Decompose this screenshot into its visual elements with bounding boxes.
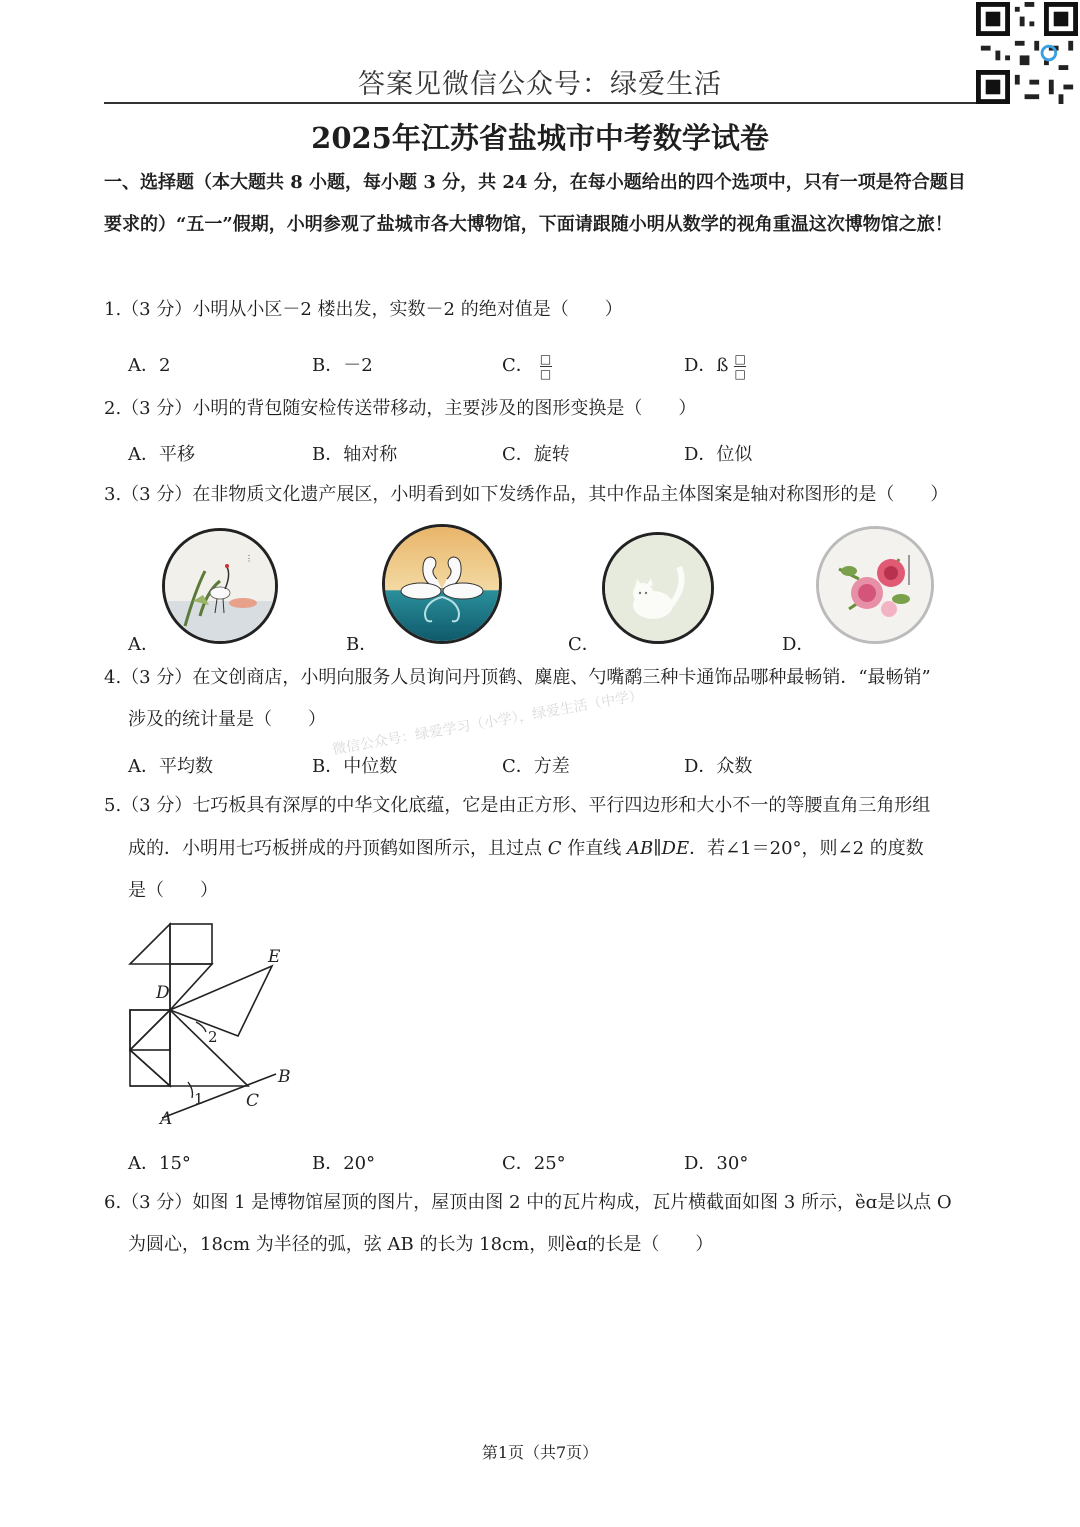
q4-option-c: C．方差	[502, 756, 570, 777]
q3-option-c: C．	[568, 634, 600, 655]
question-4-stem-line1: 4.（3 分）在文创商店，小明向服务人员询问丹顶鹤、麋鹿、勺嘴鹬三种卡通饰品哪种最畅销．“最畅销”	[104, 667, 931, 688]
section-heading: 一、选择题（本大题共 8 小题，每小题 3 分，共 24 分，在每小题给出的四个选项中，只有一项是符合题目要求的）“五一”假期，小明参观了盐城市各大博物馆，下面请跟随小明从数学的视角重温这次博物馆之旅！	[104, 172, 966, 235]
q1-option-d-fraction: □ □	[734, 351, 746, 381]
q5-option-d: D．30°	[684, 1153, 749, 1174]
header-divider	[104, 102, 976, 104]
page-title: 2025年江苏省盐城市中考数学试卷	[311, 121, 769, 155]
embroidery-swans-image	[382, 524, 502, 644]
question-1-stem: 1.（3 分）小明从小区－2 楼出发，实数－2 的绝对值是（ ）	[104, 299, 623, 320]
q1-option-b: B．－2	[312, 355, 373, 376]
q4-option-b: B．中位数	[312, 756, 398, 777]
cat-artwork	[605, 535, 711, 641]
q4-option-a: A．平均数	[128, 756, 213, 777]
watermark: 微信公众号：绿爱学习（小学），绿爱生活（中学）	[331, 687, 645, 759]
svg-text:⋮: ⋮	[245, 554, 253, 563]
label-c: C	[246, 1091, 260, 1111]
header-notice: 答案见微信公众号：绿爱生活	[358, 69, 722, 100]
question-5-stem-line1: 5.（3 分）七巧板具有深厚的中华文化底蕴，它是由正方形、平行四边形和大小不一的等腰直角三角形组	[104, 795, 931, 816]
crane-artwork	[165, 531, 275, 641]
label-e: E	[268, 947, 281, 967]
embroidery-peony-image	[816, 526, 934, 644]
q1-option-d	[684, 351, 746, 380]
q1-option-a: A．2	[128, 355, 171, 376]
question-4-stem-line2: 涉及的统计量是（ ）	[128, 709, 326, 730]
question-2-stem: 2.（3 分）小明的背包随安检传送带移动，主要涉及的图形变换是（ ）	[104, 398, 697, 419]
q2-option-c: C．旋转	[502, 444, 570, 465]
page-number: 第1页（共7页）	[481, 1443, 599, 1462]
q4-option-d: D．众数	[684, 756, 753, 777]
question-6-stem-line1: 6.（3 分）如图 1 是博物馆屋顶的图片，屋顶由图 2 中的瓦片构成，瓦片横截面如图 3 所示，ȅɑ是以点 O	[104, 1192, 952, 1213]
tangram-crane-figure	[124, 920, 300, 1130]
q1-option-c	[502, 351, 552, 380]
embroidery-cat-image	[602, 532, 714, 644]
peony-artwork	[819, 529, 931, 641]
q1-option-d-label: D．ß	[684, 355, 729, 376]
q2-option-a: A．平移	[128, 444, 195, 465]
label-d: D	[156, 983, 170, 1003]
q3-option-b: B．	[346, 634, 378, 655]
q2-option-d: D．位似	[684, 444, 753, 465]
question-5-stem-line2: 成的．小明用七巧板拼成的丹顶鹤如图所示，且过点 C 作直线 AB∥DE．若∠1＝20°，则∠2 的度数	[128, 838, 924, 859]
label-a: A	[160, 1109, 173, 1129]
q3-option-d: D．	[782, 634, 815, 655]
question-5-stem-line3: 是（ ）	[128, 880, 218, 901]
q1-option-c-fraction: □ □	[539, 351, 552, 381]
swans-artwork	[385, 527, 499, 641]
q5-option-a: A．15°	[128, 1153, 191, 1174]
angle-2-label: 2	[208, 1028, 218, 1046]
angle-1-label: 1	[194, 1090, 204, 1108]
q2-option-b: B．轴对称	[312, 444, 398, 465]
question-6-stem-line2: 为圆心，18cm 为半径的弧，弦 AB 的长为 18cm，则ȅɑ的长是（ ）	[128, 1234, 714, 1255]
parallel-lines-label: AB∥DE	[626, 838, 690, 859]
q5-option-b: B．20°	[312, 1153, 376, 1174]
embroidery-crane-image	[162, 528, 278, 644]
label-b: B	[278, 1067, 291, 1087]
q5-option-c: C．25°	[502, 1153, 566, 1174]
q1-option-c-label: C．	[502, 355, 534, 376]
q3-option-a: A．	[128, 634, 159, 655]
point-c-label: C	[547, 838, 562, 859]
question-3-stem: 3.（3 分）在非物质文化遗产展区，小明看到如下发绣作品，其中作品主体图案是轴对称图形的是（ ）	[104, 484, 949, 505]
